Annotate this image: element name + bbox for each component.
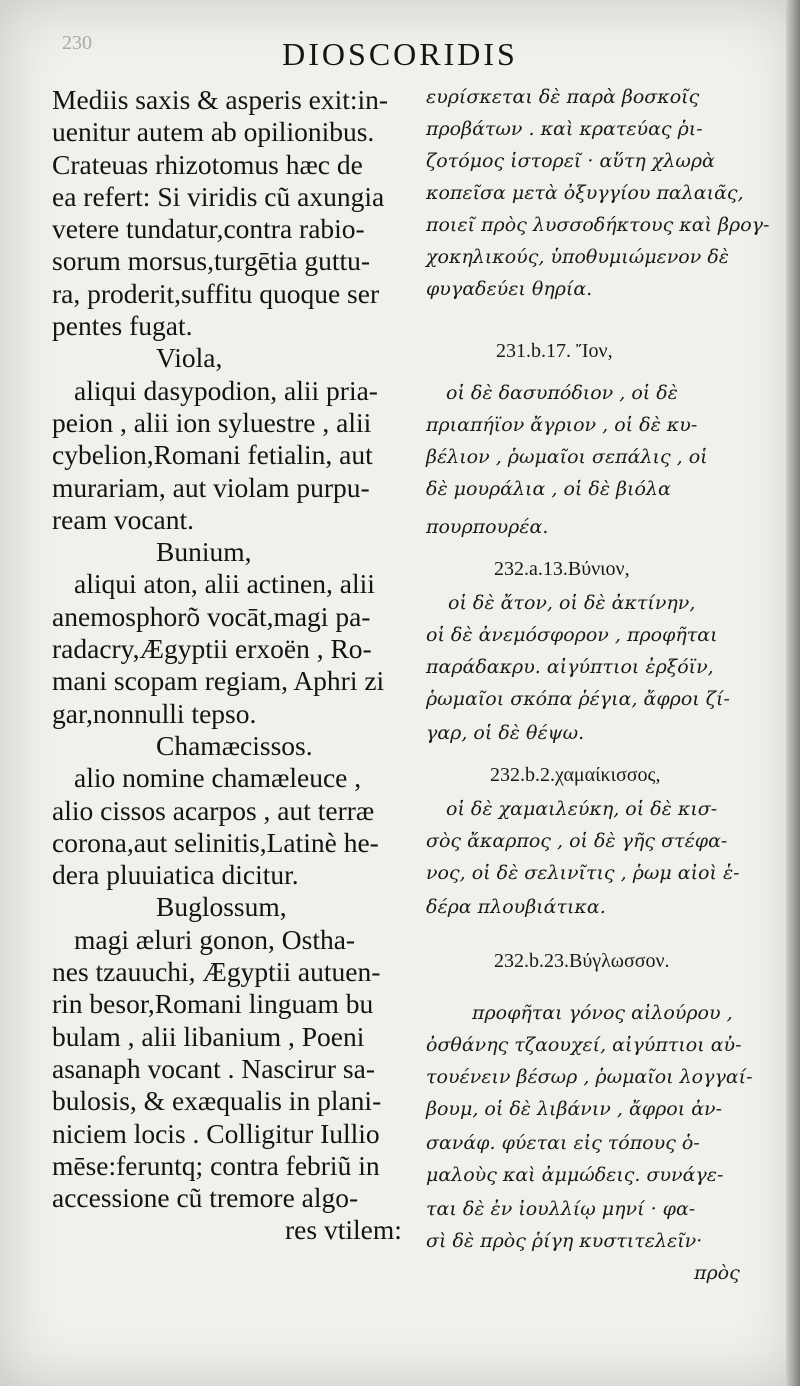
greek-text-line: βέλιον , ῥωμαῖοι σεπάλις , οἱ [426, 446, 708, 468]
greek-text-line: σανάφ. φύεται εἰς τόπους ὁ- [426, 1132, 700, 1154]
section-heading-greek: 232.b.2.χαμαίκισσος, [490, 764, 661, 786]
greek-text-line: οἱ δὲ ἀνεμόσφορον , προφῆται [426, 624, 718, 646]
latin-text-line: mēse:feruntq; contra febriũ in [52, 1149, 380, 1181]
latin-text-line: cybelion,Romani fetialin, aut [52, 439, 373, 471]
greek-text-line: οἱ δὲ χαμαιλεύκη, οἱ δὲ κισ- [446, 798, 718, 820]
section-heading-greek: 232.b.23.Βύγλωσσον. [494, 950, 670, 972]
section-heading-latin: Chamæcissos. [156, 729, 313, 761]
latin-text-line: magi æluri gonon, Osthа- [74, 923, 356, 955]
greek-text-line: φυγαδεύει θηρία. [426, 278, 593, 300]
greek-text-line: ποιεῖ πρὸς λυσσοδήκτους καὶ βρογ- [426, 214, 770, 236]
latin-text-line: Crateuas rhizotomus hæc de [52, 148, 363, 180]
greek-text-line: ζοτόμος ἱστορεῖ · αὕτη χλωρὰ [426, 150, 715, 172]
section-heading-latin: Viola, [156, 342, 223, 374]
page-edge-shadow [786, 0, 800, 1386]
latin-text-line: res vtilem: [285, 1214, 402, 1246]
greek-text-line: πουρπουρέα. [426, 516, 549, 538]
greek-text-line: δέρα πλουβιάτικα. [426, 896, 606, 918]
latin-text-line: sorum morsus,turgētia guttu- [52, 245, 371, 277]
greek-text-line: χοκηλικούς, ὑποθυμιώμενον δὲ [426, 246, 729, 268]
latin-text-line: anemosphorõ vocāt,magi pa- [52, 600, 371, 632]
latin-text-line: aliqui aton, alii actinen, alii [74, 568, 375, 600]
latin-text-line: murariam, aut violam purpu- [52, 471, 370, 503]
section-heading-greek: 231.b.17. Ἴον, [496, 340, 613, 362]
greek-text-line: προφῆται γόνος αἰλούρου , [472, 1002, 733, 1024]
latin-text-line: ra, proderit,suffitu quoque ser [52, 277, 380, 309]
latin-text-line: vetere tundatur,contra rabio- [52, 213, 365, 245]
section-heading-latin: Bunium, [156, 536, 252, 568]
greek-text-line: πρὸς [694, 1262, 740, 1284]
greek-text-line: βουμ, οἱ δὲ λιβάνιν , ἄφροι ἀν- [426, 1098, 723, 1120]
latin-text-line: aliqui dasypodion, alii pria- [74, 374, 378, 406]
latin-text-line: asanaph vocant . Nascirur sa- [52, 1052, 375, 1084]
latin-text-line: peion , alii ion syluestre , alii [52, 406, 372, 438]
latin-text-line: alio cissos acarpos , aut terræ [52, 794, 375, 826]
latin-column [52, 84, 422, 1247]
greek-text-line: γαρ, οἱ δὲ θέψω. [426, 722, 585, 744]
latin-text-line: Mediis saxis & asperis exit:in- [52, 84, 389, 115]
greek-text-line: μαλοὺς καὶ ἀμμώδεις. συνάγε- [426, 1164, 724, 1186]
latin-text-line: rin besor,Romani linguam bu [52, 988, 374, 1020]
latin-text-line: corona,aut selinitis,Latinè he- [52, 826, 379, 858]
greek-text-line: προβάτων . καὶ κρατεύας ῥι- [426, 118, 703, 140]
latin-text-line: pentes fugat. [52, 310, 193, 342]
section-heading-latin: Buglossum, [156, 891, 287, 923]
greek-text-line: δὲ μουράλια , οἱ δὲ βιόλα [426, 478, 671, 500]
greek-text-line: ται δὲ ἐν ἰουλλίῳ μηνί · φα- [426, 1198, 696, 1220]
latin-text-line: ea refert: Si viridis cũ axungia [52, 180, 385, 212]
latin-text-line: bulam , alii libanium , Poeni [52, 1020, 365, 1052]
greek-text-line: νος, οἱ δὲ σελινῖτις , ῥωμ αἰοὶ ἑ- [426, 862, 740, 884]
latin-text-line: nes tzauuchi, Ægyptii autuen- [52, 956, 381, 988]
latin-text-line: bulosis, & exæqualis in plani- [52, 1085, 382, 1117]
greek-text-line: κοπεῖσα μετὰ ὀξυγγίου παλαιᾶς, [426, 182, 744, 204]
latin-text-line: dera pluuiatica dicitur. [52, 859, 299, 891]
greek-text-line: ὀσθάνης τζαουχεί, αἰγύπτιοι αὐ- [426, 1034, 742, 1056]
page-number: 230 [62, 32, 92, 54]
greek-text-line: σὶ δὲ πρὸς ῥίγη κυστιτελεῖν· [426, 1230, 703, 1252]
latin-text-line: mani scopam regiam, Aphri zi [52, 665, 385, 697]
greek-text-line: ῥωμαῖοι σκόπα ῥέγια, ἄφροι ζί- [426, 688, 730, 710]
greek-text-line: οἱ δὲ ἄτον, οἱ δὲ ἀκτίνην, [448, 592, 696, 614]
latin-text-line: alio nomine chamæleuce , [74, 762, 362, 794]
section-heading-greek: 232.a.13.Βύνιον, [494, 558, 630, 580]
greek-text-line: πριαπήϊον ἄγριον , οἱ δὲ κυ- [426, 414, 698, 436]
greek-text-line: οἱ δὲ δασυπόδιον , οἱ δὲ [446, 382, 678, 404]
latin-text-line: gar,nonnulli tepso. [52, 697, 257, 729]
running-header: DIOSCORIDIS [282, 36, 518, 72]
latin-text-line: uenitur autem ab opilionibus. [52, 116, 375, 148]
greek-text-line: τουένειν βέσωρ , ῥωμαῖοι λογγαί- [426, 1066, 753, 1088]
latin-text-line: radacry,Ægyptii erxoën , Ro- [52, 633, 372, 665]
greek-text-line: σὸς ἄκαρπος , οἱ δὲ γῆς στέφα- [426, 830, 728, 852]
latin-text-line: niciem locis . Colligitur Iullio [52, 1117, 380, 1149]
greek-text-line: παράδακρυ. αἰγύπτιοι ἐρξόϊν, [426, 656, 714, 678]
greek-text-line: ευρίσκεται δὲ παρὰ βοσκοῖς [426, 86, 700, 108]
latin-text-line: ream vocant. [52, 503, 195, 535]
latin-text-line: accessione cũ tremore algo- [52, 1182, 359, 1214]
